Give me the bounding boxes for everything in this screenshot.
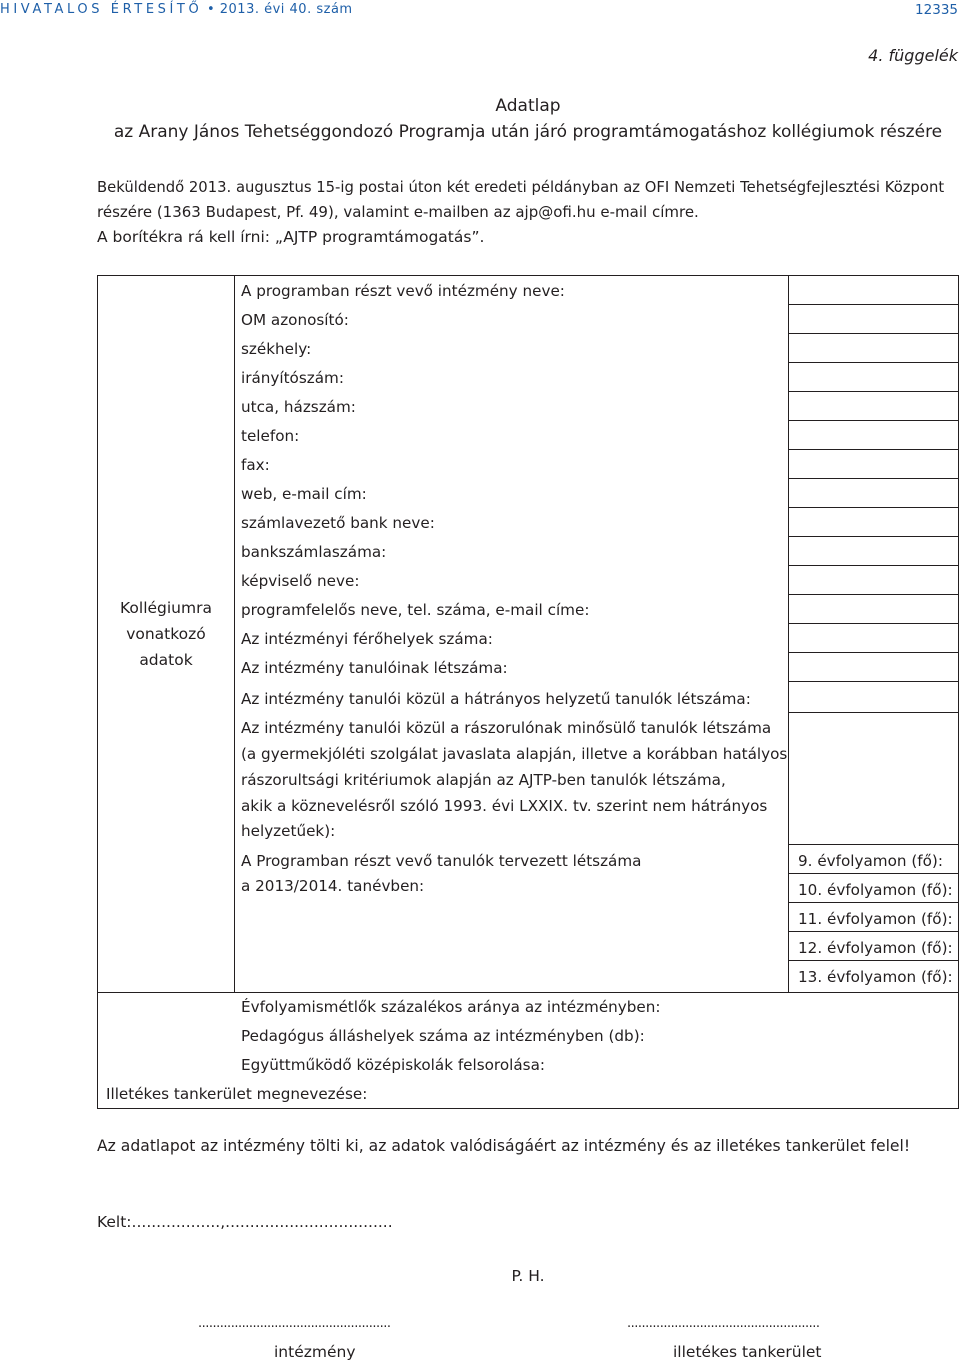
answer-cell-divider bbox=[788, 712, 959, 713]
form-subtitle: az Arany János Tehetséggondozó Programja után járó programtámogatáshoz kollégiumok részére bbox=[113, 122, 943, 142]
answer-cell-divider bbox=[788, 420, 959, 421]
stamp-placeholder: P. H. bbox=[511, 1267, 545, 1285]
field-street: utca, házszám: bbox=[241, 398, 356, 416]
answer-cell-divider bbox=[788, 391, 959, 392]
side-label-line: Kollégiumra bbox=[120, 599, 212, 617]
answer-cell-divider bbox=[788, 565, 959, 566]
header-bullet: • bbox=[206, 2, 216, 17]
grade-10-label: 10. évfolyamon (fő): bbox=[798, 881, 953, 899]
field-capacity: Az intézményi férőhelyek száma: bbox=[241, 630, 493, 648]
publication-name: HIVATALOS ÉRTESÍTŐ bbox=[0, 2, 203, 17]
answer-cell-divider bbox=[788, 507, 959, 508]
grade-11-label: 11. évfolyamon (fő): bbox=[798, 910, 953, 928]
running-header bbox=[0, 2, 353, 17]
side-label bbox=[97, 595, 235, 673]
answer-cell-divider bbox=[788, 333, 959, 334]
answer-cell-divider bbox=[788, 449, 959, 450]
side-label-line: vonatkozó bbox=[126, 625, 206, 643]
field-program-contact: programfelelős neve, tel. száma, e-mail címe: bbox=[241, 601, 590, 619]
date-place-line[interactable]: Kelt:..................,.................................. bbox=[97, 1213, 393, 1231]
intro-line-3: A borítékra rá kell írni: „AJTP programtámogatás”. bbox=[97, 228, 485, 246]
answer-cell-divider bbox=[788, 536, 959, 537]
footer-note: Az adatlapot az intézmény tölti ki, az adatok valódiságáért az intézmény és az illetékes tankerület felel! bbox=[97, 1137, 911, 1155]
signature-line-institution[interactable]: ..................................................... bbox=[198, 1316, 391, 1331]
appendix-label: 4. függelék bbox=[868, 46, 958, 65]
answer-cell-divider bbox=[788, 478, 959, 479]
answer-cell-divider bbox=[788, 844, 959, 845]
signature-line-district[interactable]: ..................................................... bbox=[627, 1316, 820, 1331]
grade-12-label: 12. évfolyamon (fő): bbox=[798, 939, 953, 957]
field-needy-line: Az intézmény tanulói közül a rászorulónak minősülő tanulók létszáma bbox=[241, 719, 772, 737]
field-bank-account: bankszámlaszáma: bbox=[241, 543, 387, 561]
field-planned-line: a 2013/2014. tanévben: bbox=[241, 877, 425, 895]
field-zip: irányítószám: bbox=[241, 369, 344, 387]
field-needy-line: helyzetűek): bbox=[241, 822, 336, 840]
intro-line-1: Beküldendő 2013. augusztus 15-ig postai úton két eredeti példányban az OFI Nemzeti Tehetségfejlesztési Központ bbox=[97, 179, 945, 196]
answer-cell-divider bbox=[788, 362, 959, 363]
answer-cell-divider bbox=[788, 304, 959, 305]
field-representative: képviselő neve: bbox=[241, 572, 360, 590]
field-needy-line: akik a köznevelésről szóló 1993. évi LXXIX. tv. szerint nem hátrányos bbox=[241, 797, 768, 815]
side-label-line: adatok bbox=[139, 651, 193, 669]
field-partner-schools: Együttműködő középiskolák felsorolása: bbox=[241, 1056, 545, 1074]
grade-9-label: 9. évfolyamon (fő): bbox=[798, 852, 943, 870]
field-planned-line: A Programban részt vevő tanulók tervezett létszáma bbox=[241, 852, 642, 870]
answer-cell-divider bbox=[788, 652, 959, 653]
field-disadvantaged-count: Az intézmény tanulói közül a hátrányos helyzetű tanulók létszáma: bbox=[241, 690, 751, 708]
signature-label-district: illetékes tankerület bbox=[673, 1343, 822, 1361]
issue-label: 2013. évi 40. szám bbox=[219, 2, 353, 17]
field-repeaters-rate: Évfolyamismétlők százalékos aránya az intézményben: bbox=[241, 998, 661, 1016]
answer-cell-divider bbox=[788, 594, 959, 595]
field-om-id: OM azonosító: bbox=[241, 311, 349, 329]
field-institution-name: A programban részt vevő intézmény neve: bbox=[241, 282, 565, 300]
field-district: Illetékes tankerület megnevezése: bbox=[106, 1085, 368, 1103]
grade-13-label: 13. évfolyamon (fő): bbox=[798, 968, 953, 986]
intro-line-2: részére (1363 Budapest, Pf. 49), valamint e-mailben az ajp@ofi.hu e-mail címre. bbox=[97, 203, 699, 221]
field-needy-line: rászorultsági kritériumok alapján az AJTP-ben tanulók létszáma, bbox=[241, 771, 726, 789]
form-title: Adatlap bbox=[495, 96, 561, 116]
field-needy-line: (a gyermekjóléti szolgálat javaslata alapján, illetve a korábban hatályos bbox=[241, 745, 788, 763]
field-teacher-positions: Pedagógus álláshelyek száma az intézményben (db): bbox=[241, 1027, 645, 1045]
field-phone: telefon: bbox=[241, 427, 300, 445]
field-web-email: web, e-mail cím: bbox=[241, 485, 367, 503]
field-student-count: Az intézmény tanulóinak létszáma: bbox=[241, 659, 508, 677]
page-number: 12335 bbox=[915, 2, 958, 18]
field-seat: székhely: bbox=[241, 340, 312, 358]
signature-label-institution: intézmény bbox=[274, 1343, 356, 1361]
data-form-table bbox=[97, 275, 959, 1109]
field-bank-name: számlavezető bank neve: bbox=[241, 514, 435, 532]
field-fax: fax: bbox=[241, 456, 270, 474]
answer-cell-divider bbox=[788, 623, 959, 624]
answer-cell-divider bbox=[788, 681, 959, 682]
